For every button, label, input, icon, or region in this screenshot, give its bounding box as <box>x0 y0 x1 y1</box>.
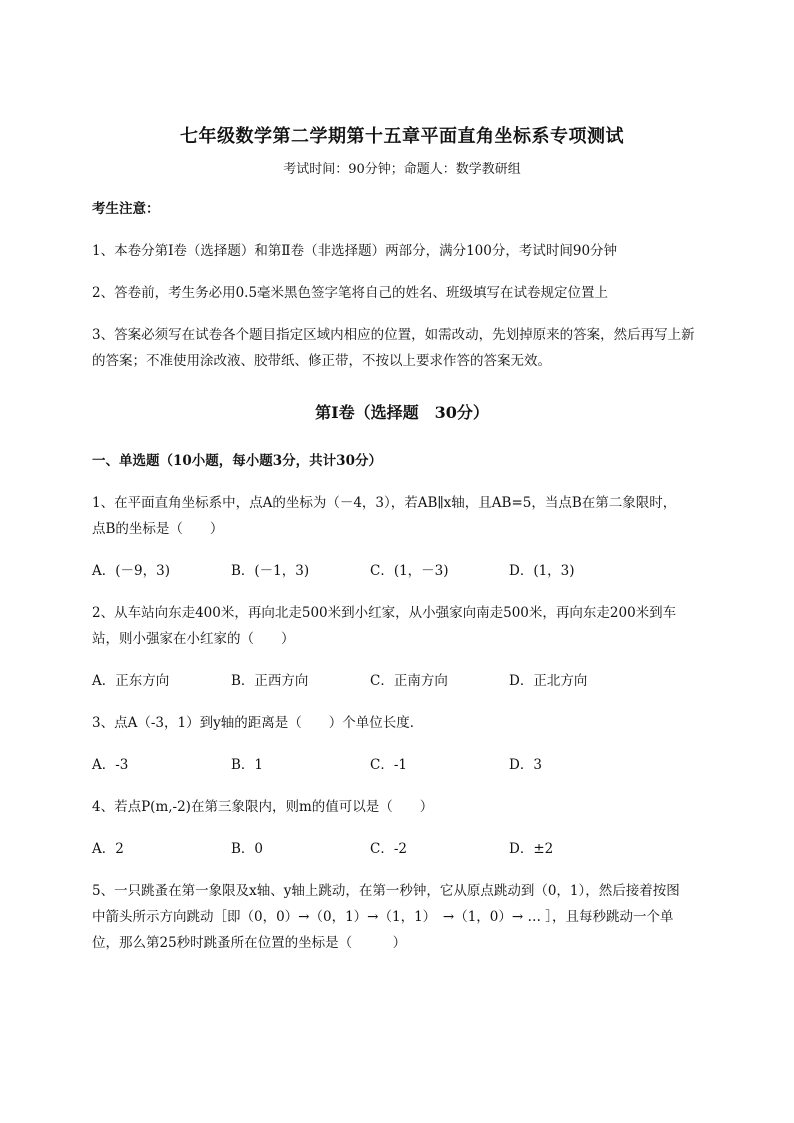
option-c[interactable]: C．正南方向 <box>370 673 448 689</box>
page-title: 七年级数学第二学期第十五章平面直角坐标系专项测试 <box>180 126 624 147</box>
question-2-options <box>92 668 712 694</box>
question-2-text: 站，则小强家在小红家的（ ） <box>92 631 295 647</box>
exam-info: 考试时间：90分钟；命题人：数学教研组 <box>283 162 521 177</box>
part-title: 一、单选题（10小题，每小题3分，共计30分） <box>92 453 382 469</box>
section-title: 第I卷（选择题 30分） <box>315 403 489 422</box>
notice-item: 的答案；不准使用涂改液、胶带纸、修正带，不按以上要求作答的答案无效。 <box>92 353 551 369</box>
option-a[interactable]: A．-3 <box>92 757 129 773</box>
question-4-options <box>92 836 712 862</box>
question-3-text: 3、点A（-3，1）到y轴的距离是（ ）个单位长度． <box>92 715 424 731</box>
question-1-text: 点B的坐标是（ ） <box>92 521 224 537</box>
option-d[interactable]: D．±2 <box>509 841 554 857</box>
question-3-options <box>92 752 712 778</box>
question-2-text: 2、从车站向东走400米，再向北走500米到小红家，从小强家向南走500米，再向东走200米到车 <box>92 605 677 621</box>
option-a[interactable]: A．(－9，3) <box>92 563 170 579</box>
option-c[interactable]: C．(1，－3) <box>370 563 449 579</box>
option-d[interactable]: D．(1，3) <box>509 563 575 579</box>
option-a[interactable]: A．2 <box>92 841 124 857</box>
option-c[interactable]: C．-1 <box>370 757 407 773</box>
notice-item: 1、本卷分第I卷（选择题）和第Ⅱ卷（非选择题）两部分，满分100分，考试时间90分钟 <box>92 243 618 259</box>
question-1-options <box>92 558 712 584</box>
option-d[interactable]: D．3 <box>509 757 542 773</box>
option-a[interactable]: A．正东方向 <box>92 673 170 689</box>
question-5-text: 5、一只跳蚤在第一象限及x轴、y轴上跳动，在第一秒钟，它从原点跳动到（0，1），然后接着按图 <box>92 883 680 899</box>
question-5-text: 位，那么第25秒时跳蚤所在位置的坐标是（ ） <box>92 935 407 951</box>
option-d[interactable]: D．正北方向 <box>509 673 588 689</box>
option-b[interactable]: B．正西方向 <box>231 673 309 689</box>
question-4-text: 4、若点P(m,-2)在第三象限内，则m的值可以是（ ） <box>92 799 434 815</box>
notice-item: 2、答卷前，考生务必用0.5毫米黑色签字笔将自己的姓名、班级填写在试卷规定位置上 <box>92 285 609 301</box>
notice-heading: 考生注意： <box>92 201 160 217</box>
question-1-text: 1、在平面直角坐标系中，点A的坐标为（－4，3），若AB∥x轴，且AB=5，当点B在第二象限时， <box>92 495 677 511</box>
option-b[interactable]: B．1 <box>231 757 264 773</box>
option-b[interactable]: B．0 <box>231 841 264 857</box>
question-5-text: 中箭头所示方向跳动［即（0，0）→（0，1）→（1，1） →（1，0）→ … ］，且每秒跳动一个单 <box>92 909 674 925</box>
option-b[interactable]: B．(－1，3) <box>231 563 310 579</box>
notice-item: 3、答案必须写在试卷各个题目指定区域内相应的位置，如需改动，先划掉原来的答案，然后再写上新 <box>92 327 695 343</box>
option-c[interactable]: C．-2 <box>370 841 407 857</box>
